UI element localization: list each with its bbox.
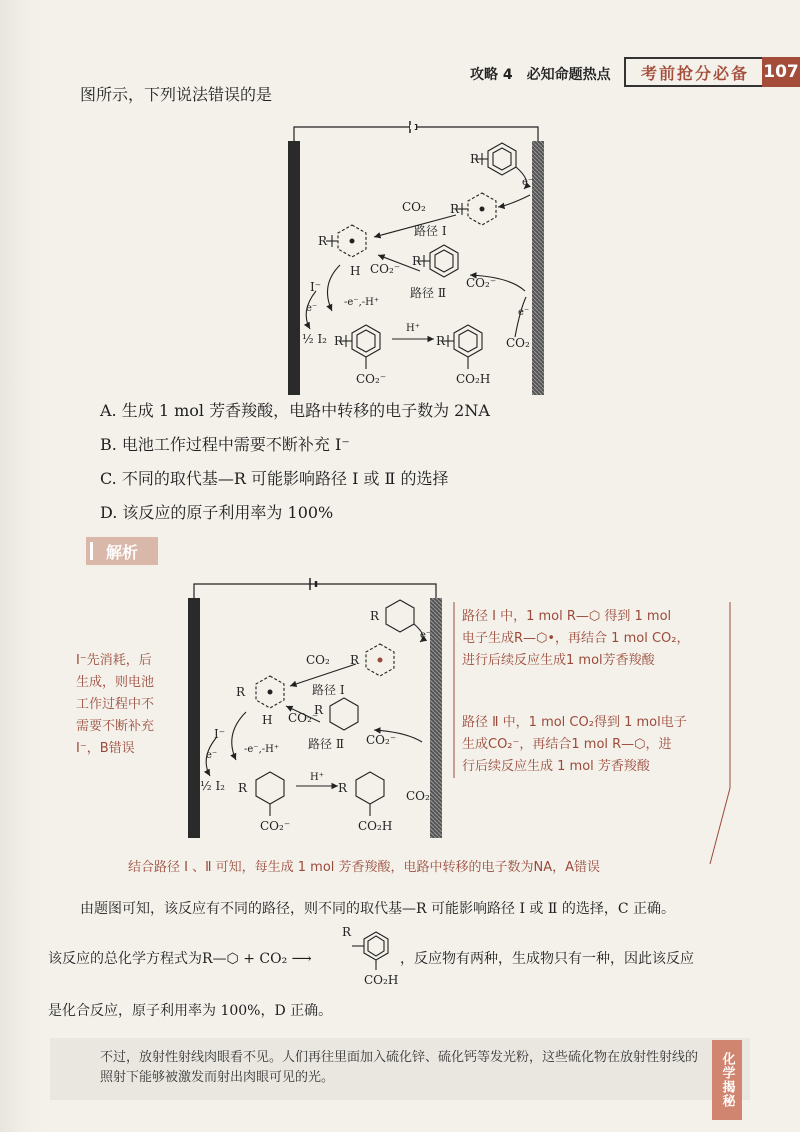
reaction-diagram-question — [270, 115, 570, 395]
analysis-line-2-suffix: ，反应物有两种，生成物只有一种，因此该反应 — [400, 951, 694, 967]
svg-text:CO₂: CO₂ — [406, 789, 430, 803]
svg-text:H⁺: H⁺ — [310, 772, 324, 783]
page-edge-shadow — [0, 0, 46, 1132]
note-bracket-lines — [450, 598, 740, 868]
option-b: B. 电池工作过程中需要不断补充 I⁻ — [100, 435, 350, 454]
svg-text:e⁻: e⁻ — [518, 307, 530, 318]
svg-text:H: H — [350, 264, 361, 278]
svg-text:R: R — [412, 254, 422, 268]
question-stem: 图所示，下列说法错误的是 — [80, 85, 273, 104]
analysis-line-2-prefix: 该反应的总化学方程式为R—⬡ + CO₂ ⟶ — [48, 951, 312, 967]
svg-text:½ I₂: ½ I₂ — [302, 332, 327, 346]
svg-text:R: R — [342, 925, 352, 939]
svg-text:CO₂: CO₂ — [402, 200, 426, 214]
analysis-line-3: 是化合反应，原子利用率为 100%，D 正确。 — [48, 1003, 333, 1019]
svg-text:CO₂⁻: CO₂⁻ — [288, 711, 319, 725]
note-right-path2: 路径 Ⅱ 中，1 mol CO₂得到 1 mol电子 生成CO₂⁻，再结合1 mol R—⬡，进 行后续反应生成 1 mol 芳香羧酸 — [462, 715, 687, 774]
option-c: C. 不同的取代基—R 可能影响路径 Ⅰ 或 Ⅱ 的选择 — [100, 469, 449, 488]
svg-text:R: R — [370, 609, 380, 623]
analysis-badge: 解析 — [86, 537, 158, 565]
svg-text:CO₂H: CO₂H — [456, 372, 491, 386]
svg-text:R: R — [318, 234, 328, 248]
svg-text:H: H — [262, 713, 273, 727]
svg-text:½ I₂: ½ I₂ — [200, 779, 225, 793]
svg-text:I⁻: I⁻ — [214, 727, 226, 741]
svg-text:路径 Ⅱ: 路径 Ⅱ — [308, 737, 344, 751]
analysis-line-1: 由题图可知，该反应有不同的路径，则不同的取代基—R 可能影响路径 Ⅰ 或 Ⅱ 的选择，C 正确。 — [80, 901, 675, 917]
svg-text:路径 Ⅱ: 路径 Ⅱ — [410, 286, 446, 300]
svg-text:R: R — [314, 703, 324, 717]
note-bottom: 结合路径 Ⅰ 、Ⅱ 可知，每生成 1 mol 芳香羧酸，电路中转移的电子数为NA，A错误 — [128, 860, 601, 875]
svg-text:CO₂⁻: CO₂⁻ — [356, 372, 387, 386]
note-right-path1: 路径 Ⅰ 中，1 mol R—⬡ 得到 1 mol 电子生成R—⬡•，再结合 1 mol CO₂， 进行后续反应生成1 mol芳香羧酸 — [462, 609, 690, 668]
note-left: I⁻先消耗，后 生成，则电池 工作过程中不 需要不断补充 I⁻，B错误 — [76, 653, 155, 756]
side-tab: 化学揭秘 — [712, 1040, 742, 1120]
header-section: 攻略 4 必知命题热点 — [470, 67, 611, 83]
svg-text:R: R — [350, 653, 360, 667]
svg-text:e⁻: e⁻ — [420, 630, 432, 641]
svg-text:CO₂H: CO₂H — [364, 973, 399, 987]
svg-text:CO₂⁻: CO₂⁻ — [466, 276, 497, 290]
right-electrode — [532, 141, 544, 395]
svg-text:CO₂⁻: CO₂⁻ — [366, 733, 397, 747]
svg-text:CO₂⁻: CO₂⁻ — [260, 819, 291, 833]
svg-text:e⁻: e⁻ — [206, 750, 218, 761]
svg-text:CO₂: CO₂ — [306, 653, 330, 667]
svg-text:R: R — [436, 334, 446, 348]
svg-text:I⁻: I⁻ — [310, 280, 322, 294]
svg-text:CO₂H: CO₂H — [358, 819, 393, 833]
label-r1: R — [470, 152, 480, 166]
product-structure — [340, 922, 400, 990]
svg-text:R: R — [334, 334, 344, 348]
left-electrode — [288, 141, 300, 395]
svg-text:H⁺: H⁺ — [406, 323, 420, 334]
svg-text:路径 Ⅰ: 路径 Ⅰ — [414, 224, 447, 238]
svg-text:R: R — [236, 685, 246, 699]
svg-text:路径 Ⅰ: 路径 Ⅰ — [312, 683, 345, 697]
svg-text:R: R — [338, 781, 348, 795]
reaction-diagram-analysis — [170, 572, 460, 842]
svg-text:e⁻: e⁻ — [306, 303, 318, 314]
svg-text:CO₂: CO₂ — [506, 336, 530, 350]
option-d: D. 该反应的原子利用率为 100% — [100, 503, 334, 522]
page-number: 107 — [762, 57, 800, 87]
svg-text:e⁻: e⁻ — [522, 177, 534, 188]
option-a: A. 生成 1 mol 芳香羧酸，电路中转移的电子数为 2NA — [100, 401, 490, 420]
svg-text:CO₂⁻: CO₂⁻ — [370, 262, 401, 276]
svg-text:-e⁻,-H⁺: -e⁻,-H⁺ — [344, 297, 380, 308]
svg-text:-e⁻,-H⁺: -e⁻,-H⁺ — [244, 744, 280, 755]
header-tag: 考前抢分必备 — [624, 57, 766, 87]
svg-text:R: R — [450, 202, 460, 216]
svg-text:R: R — [238, 781, 248, 795]
tip-text: 不过，放射性射线肉眼看不见。人们再往里面加入硫化锌、硫化钙等发光粉，这些硫化物在放射性射线的照射下能够被激发而射出肉眼可见的光。 — [100, 1050, 699, 1085]
